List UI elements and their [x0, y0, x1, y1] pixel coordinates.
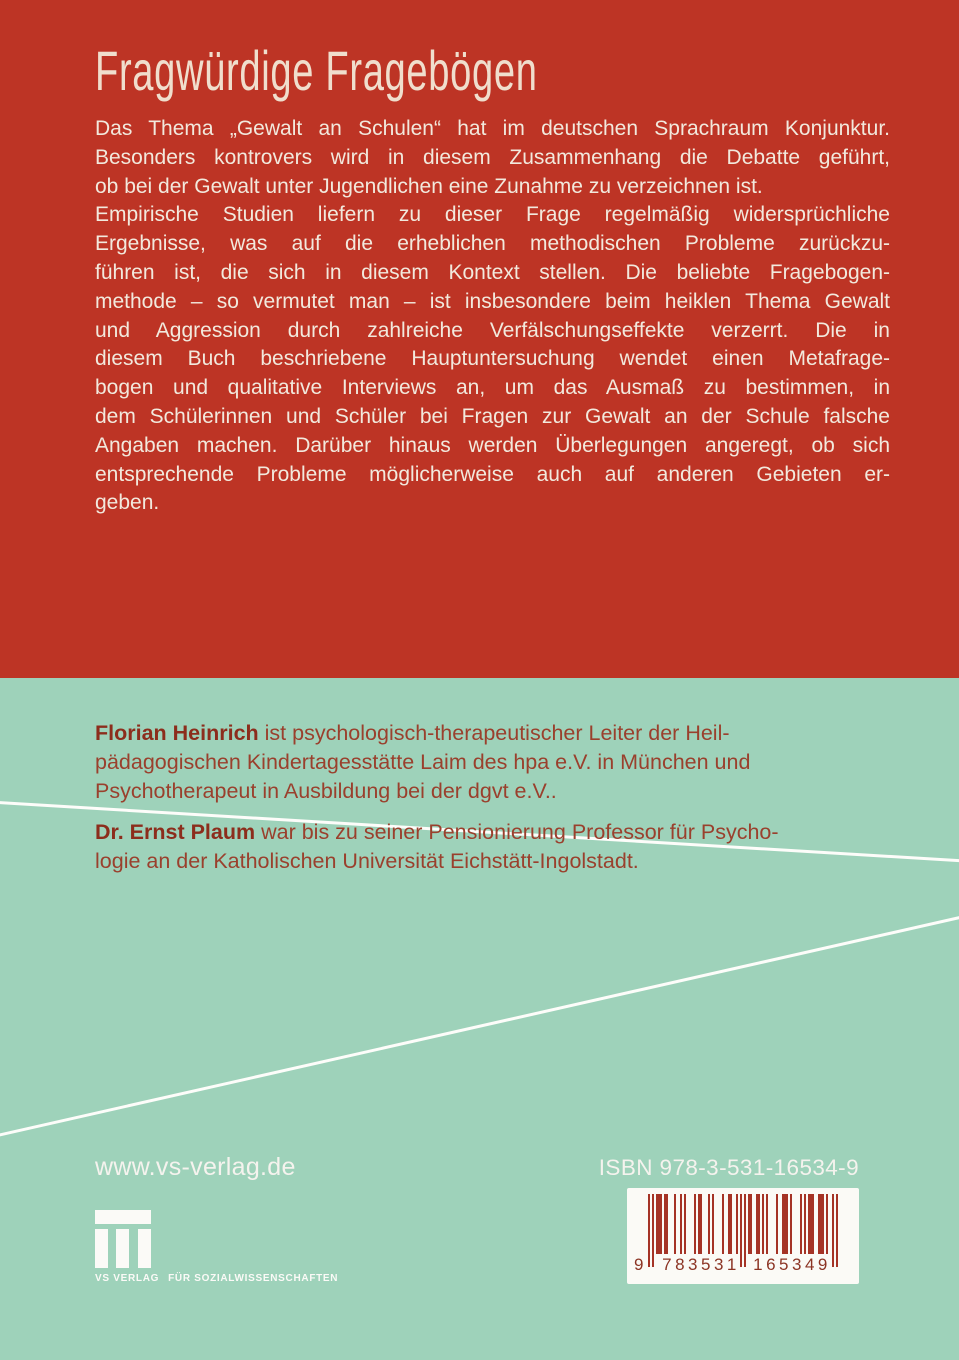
- synopsis-text: [95, 115, 890, 518]
- synopsis-line: diesem Buch beschriebene Hauptuntersuchung wendet einen Metafrage-: [95, 347, 890, 371]
- logo-vertical-bar: [116, 1229, 129, 1268]
- author-bio-line: Psychotherapeut in Ausbildung bei der dgvt e.V..: [95, 779, 557, 803]
- publisher-website-url: www.vs-verlag.de: [95, 1153, 296, 1181]
- synopsis-line: und Aggression durch zahlreiche Verfälschungseffekte verzerrt. Die in: [95, 318, 890, 342]
- publisher-name: [95, 1273, 338, 1285]
- synopsis-line: Angaben machen. Darüber hinaus werden Überlegungen angeregt, ob sich: [95, 433, 890, 457]
- logo-top-bar: [95, 1210, 151, 1224]
- isbn-barcode-digits: [627, 1255, 859, 1277]
- isbn-barcode: [627, 1188, 859, 1284]
- author-bio-line: [95, 719, 945, 748]
- logo-vertical-bar: [138, 1229, 151, 1268]
- author-name: Florian Heinrich: [95, 721, 259, 745]
- author-name: Dr. Ernst Plaum: [95, 820, 256, 844]
- author-bio-text: war bis zu seiner Pensionierung Professor für Psycho-: [261, 820, 779, 844]
- synopsis-line: Das Thema „Gewalt an Schulen“ hat im deutschen Sprachraum Konjunktur.: [95, 117, 890, 140]
- synopsis-line: geben.: [95, 491, 160, 515]
- barcode-digit-group: 9: [634, 1255, 644, 1274]
- author-bio-florian-heinrich: [95, 719, 945, 806]
- author-bio-line: pädagogischen Kindertagesstätte Laim des hpa e.V. in München und: [95, 750, 751, 774]
- author-bio-line: [95, 818, 945, 847]
- publisher-name-subtitle: FÜR SOZIALWISSENSCHAFTEN: [168, 1273, 339, 1284]
- author-bio-line: logie an der Katholischen Universität Eichstätt-Ingolstadt.: [95, 849, 639, 873]
- isbn-number: ISBN 978-3-531-16534-9: [598, 1155, 859, 1180]
- book-title: Fragwürdige Fragebögen: [95, 39, 538, 102]
- synopsis-line: Ergebnisse, was auf die erheblichen methodischen Probleme zurückzu-: [95, 232, 890, 256]
- synopsis-line: entsprechende Probleme möglicherweise auch auf anderen Gebieten er-: [95, 462, 890, 486]
- synopsis-line: Besonders kontrovers wird in diesem Zusammenhang die Debatte geführt,: [95, 145, 890, 169]
- synopsis-line: ob bei der Gewalt unter Jugendlichen eine Zunahme zu verzeichnen ist.: [95, 174, 763, 198]
- author-bio-ernst-plaum: [95, 818, 945, 876]
- synopsis-line: Empirische Studien liefern zu dieser Frage regelmäßig widersprüchliche: [95, 203, 890, 227]
- vs-verlag-logo: [95, 1210, 338, 1285]
- barcode-digit-group: 783531: [662, 1255, 740, 1274]
- logo-vertical-bar: [95, 1229, 108, 1268]
- publisher-name-main: VS VERLAG: [95, 1273, 160, 1284]
- barcode-digit-group: 165349: [753, 1255, 831, 1274]
- author-bio-text: ist psychologisch-therapeutischer Leiter der Heil-: [264, 721, 730, 745]
- synopsis-line: dem Schülerinnen und Schüler bei Fragen zur Gewalt an der Schule falsche: [95, 404, 890, 428]
- vs-verlag-logo-icon: [95, 1210, 151, 1268]
- synopsis-line: methode – so vermutet man – ist insbesondere beim heiklen Thema Gewalt: [95, 289, 890, 313]
- synopsis-line: führen ist, die sich in diesem Kontext stellen. Die beliebte Fragebogen-: [95, 260, 890, 284]
- synopsis-line: bogen und qualitative Interviews an, um das Ausmaß zu bestimmen, in: [95, 376, 890, 400]
